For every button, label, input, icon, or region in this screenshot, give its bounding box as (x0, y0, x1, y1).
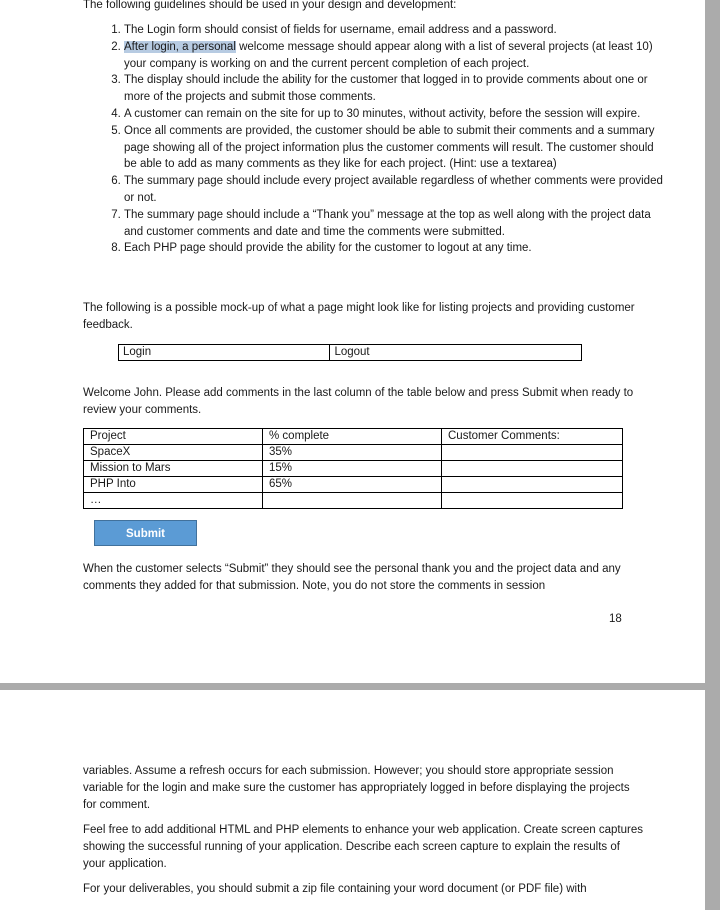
guideline-item: 6. The summary page should include every project available regardless of whether comments were provided or not. (124, 173, 669, 207)
guideline-item: 8. Each PHP page should provide the ability for the customer to logout at any time. (124, 240, 669, 257)
mockup-description: The following is a possible mock-up of what a page might look like for listing projects and providing customer feedback. (83, 302, 635, 331)
intro-text: The following guidelines should be used in your design and development: (83, 0, 457, 11)
table-cell: Mission to Mars (84, 461, 263, 477)
paragraph: Feel free to add additional HTML and PHP elements to enhance your web application. Create screen captures showing the successful running of your application. Describe each screen capture to explain the results of your application. (83, 824, 643, 870)
guideline-item (124, 39, 669, 73)
table-header-cell: Customer Comments: (442, 429, 623, 445)
comment-cell (442, 477, 623, 493)
after-submit-text: When the customer selects “Submit” they should see the personal thank you and the project data and any comments they added for that submission. Note, you do not store the comments in session (83, 563, 621, 592)
table-row (84, 445, 623, 461)
guidelines-list (83, 22, 669, 257)
mockup-submit-button: Submit (94, 520, 197, 546)
selected-text-highlight[interactable]: After login, a personal (124, 40, 236, 53)
table-cell: … (84, 493, 263, 509)
guideline-item-text: welcome message should appear along with a list of several projects (at least 10) your company is working on and the current percent completion of each project. (124, 40, 653, 70)
guideline-item: 5. Once all comments are provided, the customer should be able to submit their comments and a summary page showing all of the project information plus the customer comments will result. The customer should be able to add as many comments as they like for each project. (Hint: use a textarea) (124, 123, 669, 173)
mockup-welcome-text: Welcome John. Please add comments in the last column of the table below and press Submit when ready to review your comments. (83, 387, 634, 416)
table-cell: 35% (263, 445, 442, 461)
mockup-nav-table (118, 344, 582, 361)
document-page-2 (0, 690, 705, 910)
comment-cell (442, 445, 623, 461)
table-cell: SpaceX (84, 445, 263, 461)
table-row (84, 477, 623, 493)
mockup-logout-cell: Logout (330, 345, 582, 361)
table-header-cell: % complete (263, 429, 442, 445)
table-header-cell: Project (84, 429, 263, 445)
table-row (84, 461, 623, 477)
guideline-item: 3. The display should include the ability for the customer that logged in to provide comments about one or more of the projects and submit those comments. (124, 72, 669, 106)
table-cell: 65% (263, 477, 442, 493)
paragraph: variables. Assume a refresh occurs for each submission. However; you should store appropriate session variable for the login and make sure the customer has appropriately logged in before displaying the projects for comment. (83, 765, 630, 811)
guideline-item: 4. A customer can remain on the site for up to 30 minutes, without activity, before the session will expire. (124, 106, 669, 123)
page-number: 18 (609, 613, 622, 625)
comment-cell (442, 493, 623, 509)
guideline-item: 1. The Login form should consist of fields for username, email address and a password. (124, 22, 669, 39)
table-header-row (84, 429, 623, 445)
table-row (84, 493, 623, 509)
table-cell: PHP Into (84, 477, 263, 493)
comment-cell (442, 461, 623, 477)
table-cell (263, 493, 442, 509)
mockup-project-table (83, 428, 623, 509)
paragraph: For your deliverables, you should submit a zip file containing your word document (or PDF file) with (83, 883, 587, 895)
table-cell: 15% (263, 461, 442, 477)
guideline-item: 7. The summary page should include a “Thank you” message at the top as well along with the project data and customer comments and date and time the comments were submitted. (124, 207, 669, 241)
mockup-login-cell: Login (119, 345, 330, 361)
